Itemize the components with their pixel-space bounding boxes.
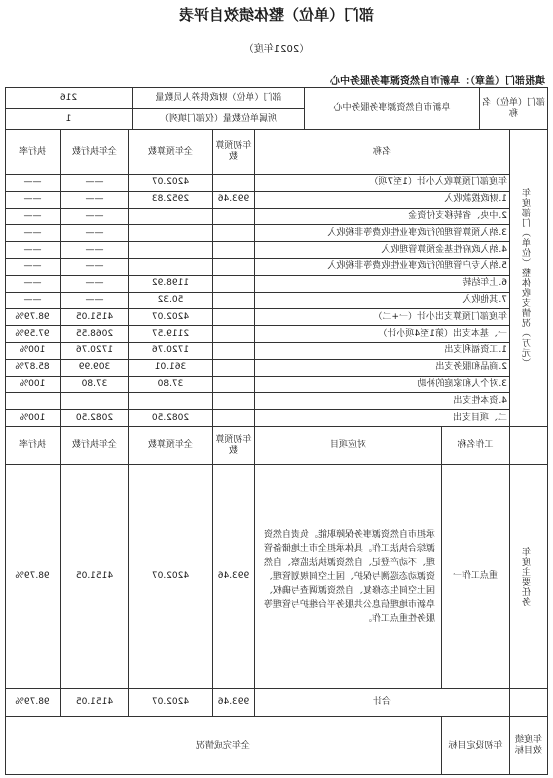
row-annual — [129, 241, 213, 258]
row-exec: —— — [61, 208, 129, 225]
task-header-exec: 全年执行数 — [61, 426, 129, 464]
header-name: 名称 — [255, 129, 510, 174]
row-exec: —— — [61, 258, 129, 275]
row-name: 1.工资福利支出 — [255, 342, 510, 359]
row-rate: 98.79% — [5, 308, 61, 325]
row-exec — [61, 392, 129, 409]
row-name: 4.资本性支出 — [255, 392, 510, 409]
row-exec: —— — [61, 241, 129, 258]
task-annual: 4202.07 — [129, 464, 213, 688]
row-rate: 100% — [5, 409, 61, 426]
staff-count-label: 部门（单位）财政供养人员数量 — [133, 87, 305, 108]
dept-name-label: 部门（单位）名称 — [480, 87, 548, 129]
row-rate: —— — [5, 292, 61, 309]
row-name: 2.商品和服务支出 — [255, 359, 510, 376]
row-initial — [213, 376, 255, 393]
page-title: 部门（单位）整体绩效自评表 — [179, 6, 375, 24]
row-initial — [213, 342, 255, 359]
row-annual: 2952.83 — [129, 191, 213, 208]
total-rate: 98.79% — [5, 688, 61, 716]
row-initial: 993.46 — [213, 191, 255, 208]
total-side-blank — [510, 688, 548, 716]
total-initial: 993.46 — [213, 688, 255, 716]
total-exec: 4151.05 — [61, 688, 129, 716]
row-annual: 37.80 — [129, 376, 213, 393]
row-initial — [213, 359, 255, 376]
perf-complete-label: 全年完成情况 — [5, 716, 442, 775]
perf-section-label: 年度绩效目标 — [510, 716, 548, 775]
row-annual: 4202.07 — [129, 174, 213, 191]
task-header-name: 工作名称 — [442, 426, 510, 464]
row-annual: 361.01 — [129, 359, 213, 376]
task-side-blank — [510, 426, 548, 464]
row-annual: 4202.07 — [129, 308, 213, 325]
header-rate: 执行率 — [5, 129, 61, 174]
task-initial: 993.46 — [213, 464, 255, 688]
row-initial — [213, 308, 255, 325]
row-name: 年度部门预算支出小计（一+二） — [255, 308, 510, 325]
task-header-project: 对应项目 — [255, 426, 442, 464]
row-name: 7.其他收入 — [255, 292, 510, 309]
row-initial — [213, 325, 255, 342]
row-name: 二、项目支出 — [255, 409, 510, 426]
reporting-unit: 填报部门（盖章）：阜新市自然资源事务服务中心 — [330, 76, 545, 87]
row-exec: —— — [61, 174, 129, 191]
row-initial — [213, 208, 255, 225]
row-name: 3.对个人和家庭的补助 — [255, 376, 510, 393]
row-name: 6.上年结转 — [255, 275, 510, 292]
row-annual: 2082.50 — [129, 409, 213, 426]
task-exec: 4151.05 — [61, 464, 129, 688]
task-header-rate: 执行率 — [5, 426, 61, 464]
row-rate: 100% — [5, 376, 61, 393]
row-initial — [213, 409, 255, 426]
row-annual: 1720.76 — [129, 342, 213, 359]
task-project: 承担市自然资源事务保障职能。负责自然资源综合执法工作。具体承担全市土地储备管理、不动产登记、自然资源执法监察、自然资源动态巡测与保护、国土空间规划管理、国土空间生态修复、自然资源调查与确权、阜新市地理信息公共服务平台维护与管理等服务性重点工作。 — [255, 464, 442, 688]
row-initial — [213, 292, 255, 309]
row-rate: —— — [5, 208, 61, 225]
total-label: 合计 — [255, 688, 510, 716]
row-rate: 85.87% — [5, 359, 61, 376]
task-header-initial: 年初预算数 — [213, 426, 255, 464]
row-rate — [5, 392, 61, 409]
row-rate: —— — [5, 241, 61, 258]
row-exec: 2082.50 — [61, 409, 129, 426]
header-annual: 全年预算数 — [129, 129, 213, 174]
row-rate: —— — [5, 174, 61, 191]
row-name: 一、基本支出（第1至4项小计） — [255, 325, 510, 342]
subunit-count-label: 所属单位数量（仅部门填列） — [133, 108, 305, 129]
row-name: 2.中央、省转移支付资金 — [255, 208, 510, 225]
subunit-count-value: 1 — [5, 108, 133, 129]
row-initial — [213, 275, 255, 292]
row-annual — [129, 208, 213, 225]
task-section-label: 年度主要任务 — [510, 464, 548, 688]
row-rate: —— — [5, 191, 61, 208]
row-rate: —— — [5, 258, 61, 275]
row-annual: 2119.57 — [129, 325, 213, 342]
row-name: 1.财政拨款收入 — [255, 191, 510, 208]
row-annual — [129, 224, 213, 241]
staff-count-value: 216 — [5, 87, 133, 108]
row-annual — [129, 392, 213, 409]
header-exec: 全年执行数 — [61, 129, 129, 174]
budget-section-label: 年度部门（单位）整体收支情况（万元） — [510, 129, 548, 426]
row-annual — [129, 258, 213, 275]
header-initial: 年初预算数 — [213, 129, 255, 174]
row-exec: 309.99 — [61, 359, 129, 376]
row-initial — [213, 224, 255, 241]
row-exec: 4151.05 — [61, 308, 129, 325]
row-exec: —— — [61, 275, 129, 292]
row-initial — [213, 174, 255, 191]
row-rate: 100% — [5, 342, 61, 359]
row-name: 年度部门预算收入小计（1至7项） — [255, 174, 510, 191]
row-initial — [213, 392, 255, 409]
row-initial — [213, 241, 255, 258]
row-rate: —— — [5, 275, 61, 292]
row-exec: —— — [61, 292, 129, 309]
row-name: 3.纳入预算管理的行政事业性收费等非税收入 — [255, 224, 510, 241]
row-initial — [213, 258, 255, 275]
row-exec: —— — [61, 191, 129, 208]
row-name: 5.纳入专户管理的行政事业性收费等非税收入 — [255, 258, 510, 275]
total-annual: 4202.07 — [129, 688, 213, 716]
row-exec: 2068.55 — [61, 325, 129, 342]
dept-name-value: 阜新市自然资源事务服务中心 — [305, 87, 480, 129]
evaluation-table — [5, 87, 548, 775]
row-exec: —— — [61, 224, 129, 241]
task-name: 重点工作一 — [442, 464, 510, 688]
perf-initial-label: 年初设定目标 — [442, 716, 510, 775]
row-annual: 50.32 — [129, 292, 213, 309]
row-rate: —— — [5, 224, 61, 241]
row-exec: 37.80 — [61, 376, 129, 393]
row-name: 4.纳入政府性基金预算管理收入 — [255, 241, 510, 258]
report-year: （2021年度） — [243, 44, 310, 55]
row-rate: 97.59% — [5, 325, 61, 342]
task-header-annual: 全年预算数 — [129, 426, 213, 464]
row-annual: 1198.92 — [129, 275, 213, 292]
task-rate: 98.79% — [5, 464, 61, 688]
row-exec: 1720.76 — [61, 342, 129, 359]
